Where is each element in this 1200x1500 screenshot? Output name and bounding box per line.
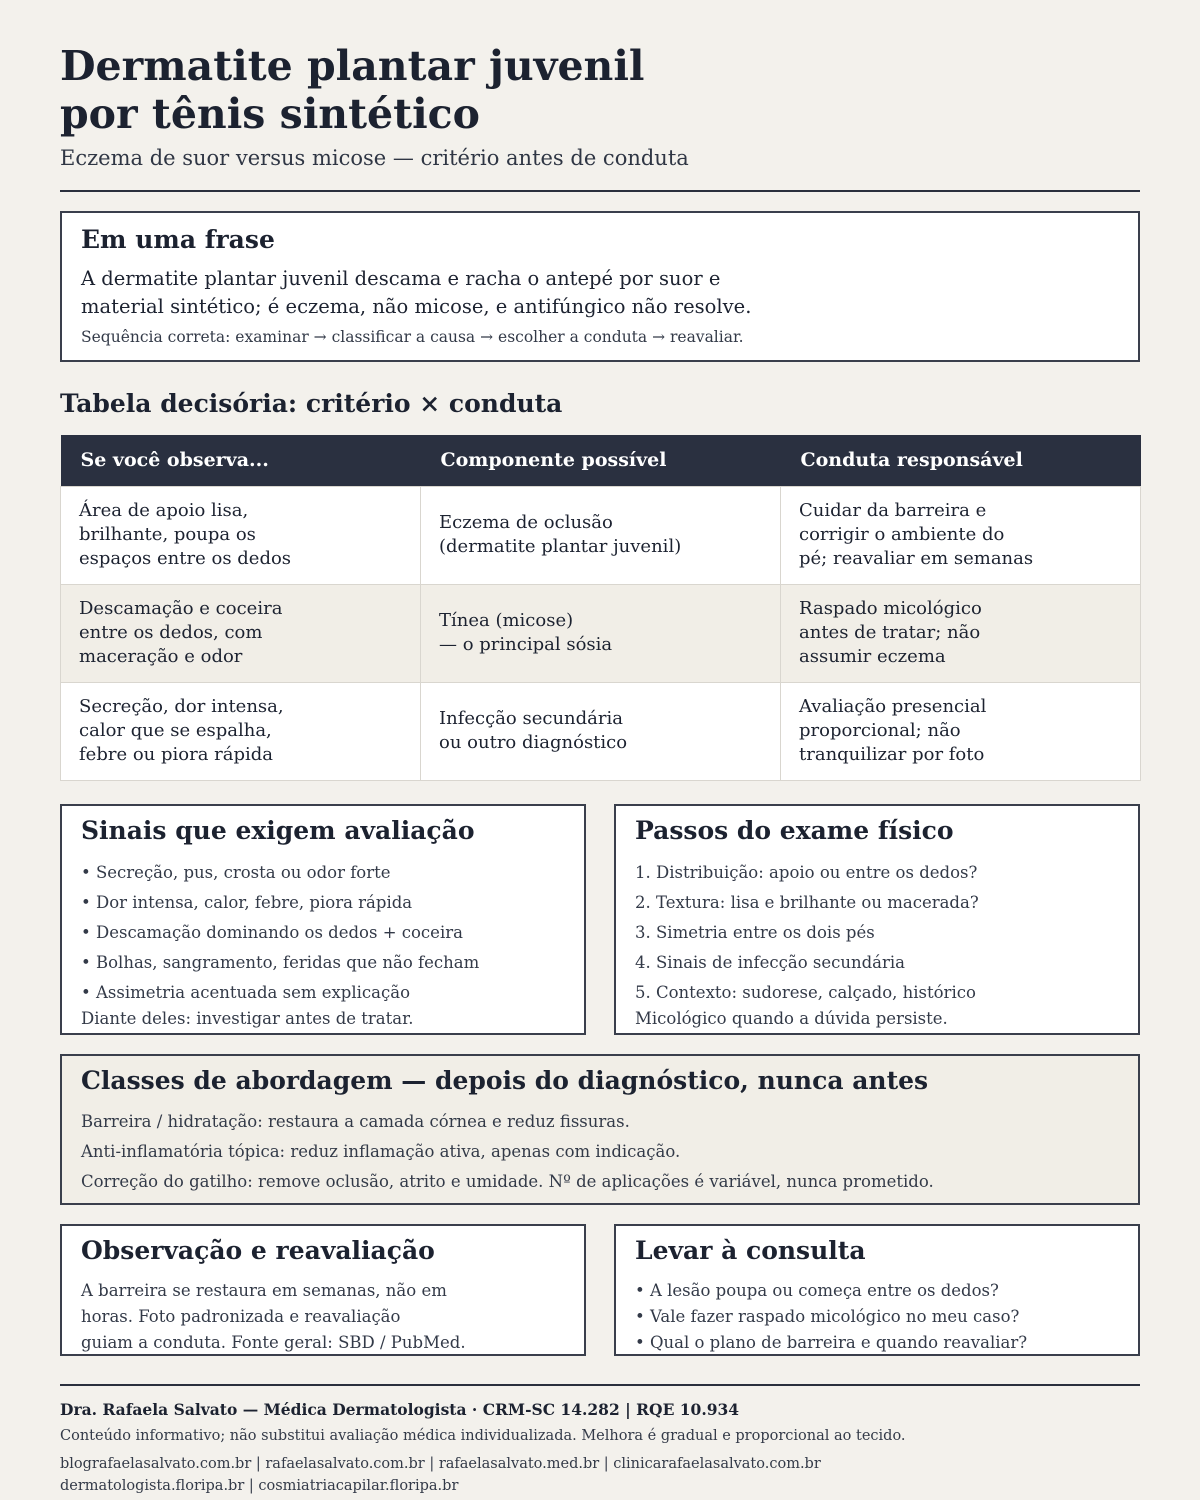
cell-line: pé; reavaliar em semanas (799, 548, 1034, 569)
disclaimer: Conteúdo informativo; não substitui avaliação médica individualizada. Melhora é gradual e proporcional ao tecido. (60, 1428, 906, 1444)
cell-line: Raspado micológico (799, 598, 982, 619)
column-header-component: Componente possível (421, 435, 781, 486)
consultation-list (635, 1280, 1027, 1358)
observation-heading: Observação e reavaliação (81, 1236, 435, 1265)
list-item: Correção do gatilho: remove oclusão, atrito e umidade. Nº de aplicações é variável, nunca prometido. (81, 1172, 934, 1191)
list-item: • Bolhas, sangramento, feridas que não fecham (81, 953, 480, 972)
list-item: 2. Textura: lisa e brilhante ou macerada? (635, 893, 979, 912)
summary-lead (81, 265, 841, 321)
cell-line: Tínea (micose) (439, 610, 574, 631)
table-cell (421, 682, 781, 780)
list-item: • Vale fazer raspado micológico no meu caso? (635, 1307, 1020, 1326)
list-item: 3. Simetria entre os dois pés (635, 923, 875, 942)
table-cell (61, 584, 421, 682)
warning-signs-list (81, 862, 479, 1012)
approach-classes-box (60, 1054, 1140, 1205)
cell-line: antes de tratar; não (799, 622, 981, 643)
list-item: Barreira / hidratação: restaura a camada córnea e reduz fissuras. (81, 1112, 630, 1131)
cell-line: corrigir o ambiente do (799, 524, 1005, 545)
table-cell (781, 486, 1141, 584)
cell-line: proporcional; não (799, 720, 961, 741)
site-links-line1: blografaelasalvato.com.br | rafaelasalvato.com.br | rafaelasalvato.med.br | clinicarafaelasalvato.com.br (60, 1456, 821, 1472)
exam-steps-box (614, 804, 1140, 1035)
page-title-line1: Dermatite plantar juvenil (60, 42, 645, 90)
warning-signs-footer: Diante deles: investigar antes de tratar. (81, 1009, 414, 1028)
list-item: • Qual o plano de barreira e quando reavaliar? (635, 1333, 1028, 1352)
list-item: • Descamação dominando os dedos + coceira (81, 923, 463, 942)
column-header-conduct: Conduta responsável (781, 435, 1141, 486)
decision-table-title: Tabela decisória: critério × conduta (60, 389, 563, 418)
list-item: 4. Sinais de infecção secundária (635, 953, 905, 972)
exam-steps-list (635, 862, 979, 1012)
cell-line: tranquilizar por foto (799, 744, 985, 765)
table-row (61, 486, 1141, 584)
cell-line: Avaliação presencial (799, 696, 987, 717)
warning-signs-heading: Sinais que exigem avaliação (81, 816, 475, 845)
list-item: 5. Contexto: sudorese, calçado, histórico (635, 983, 976, 1002)
header-divider (60, 190, 1140, 192)
decision-table-header-row (61, 435, 1141, 486)
list-item: • Assimetria acentuada sem explicação (81, 983, 411, 1002)
page-title-line2: por tênis sintético (60, 90, 480, 138)
consultation-heading: Levar à consulta (635, 1236, 866, 1265)
summary-lead-line1: A dermatite plantar juvenil descama e racha o antepé por suor e (81, 267, 721, 290)
list-item: Anti-inflamatória tópica: reduz inflamação ativa, apenas com indicação. (81, 1142, 681, 1161)
footer-divider (60, 1384, 1140, 1386)
cell-line: assumir eczema (799, 646, 946, 667)
observation-line: guiam a conduta. Fonte geral: SBD / PubMed. (81, 1333, 466, 1352)
consultation-box (614, 1224, 1140, 1356)
cell-line: entre os dedos, com (79, 622, 263, 643)
summary-box (60, 211, 1140, 362)
cell-line: espaços entre os dedos (79, 548, 292, 569)
table-cell (61, 486, 421, 584)
cell-line: Descamação e coceira (79, 598, 283, 619)
decision-table (60, 435, 1141, 781)
list-item: • A lesão poupa ou começa entre os dedos? (635, 1281, 999, 1300)
cell-line: (dermatite plantar juvenil) (439, 536, 682, 557)
list-item: • Secreção, pus, crosta ou odor forte (81, 863, 391, 882)
table-cell (781, 682, 1141, 780)
cell-line: ou outro diagnóstico (439, 732, 628, 753)
list-item: 1. Distribuição: apoio ou entre os dedos? (635, 863, 978, 882)
summary-sequence: Sequência correta: examinar → classificar a causa → escolher a conduta → reavaliar. (81, 328, 744, 346)
observation-line: horas. Foto padronizada e reavaliação (81, 1307, 401, 1326)
warning-signs-box (60, 804, 586, 1035)
list-item: • Dor intensa, calor, febre, piora rápida (81, 893, 413, 912)
approach-classes-list (81, 1111, 934, 1201)
observation-text (81, 1280, 466, 1358)
cell-line: Área de apoio lisa, (79, 500, 249, 521)
table-cell (421, 584, 781, 682)
table-cell (61, 682, 421, 780)
author-credit: Dra. Rafaela Salvato — Médica Dermatologista · CRM-SC 14.282 | RQE 10.934 (60, 1400, 740, 1419)
exam-steps-footer: Micológico quando a dúvida persiste. (635, 1009, 948, 1028)
cell-line: Eczema de oclusão (439, 512, 613, 533)
summary-lead-line2: material sintético; é eczema, não micose, e antifúngico não resolve. (81, 295, 752, 318)
cell-line: brilhante, poupa os (79, 524, 256, 545)
table-cell (781, 584, 1141, 682)
table-row (61, 682, 1141, 780)
summary-heading: Em uma frase (81, 225, 275, 254)
table-row (61, 584, 1141, 682)
cell-line: febre ou piora rápida (79, 744, 274, 765)
cell-line: Infecção secundária (439, 708, 623, 729)
site-links-line2: dermatologista.floripa.br | cosmiatriacapilar.floripa.br (60, 1478, 459, 1494)
observation-box (60, 1224, 586, 1356)
cell-line: calor que se espalha, (79, 720, 272, 741)
page-title (60, 42, 645, 138)
cell-line: — o principal sósia (439, 634, 613, 655)
column-header-observe: Se você observa... (61, 435, 421, 486)
exam-steps-heading: Passos do exame físico (635, 816, 954, 845)
observation-line: A barreira se restaura em semanas, não em (81, 1281, 447, 1300)
cell-line: Secreção, dor intensa, (79, 696, 284, 717)
page-subtitle: Eczema de suor versus micose — critério antes de conduta (60, 146, 689, 170)
approach-classes-heading: Classes de abordagem — depois do diagnóstico, nunca antes (81, 1066, 929, 1095)
table-cell (421, 486, 781, 584)
cell-line: maceração e odor (79, 646, 243, 667)
cell-line: Cuidar da barreira e (799, 500, 987, 521)
